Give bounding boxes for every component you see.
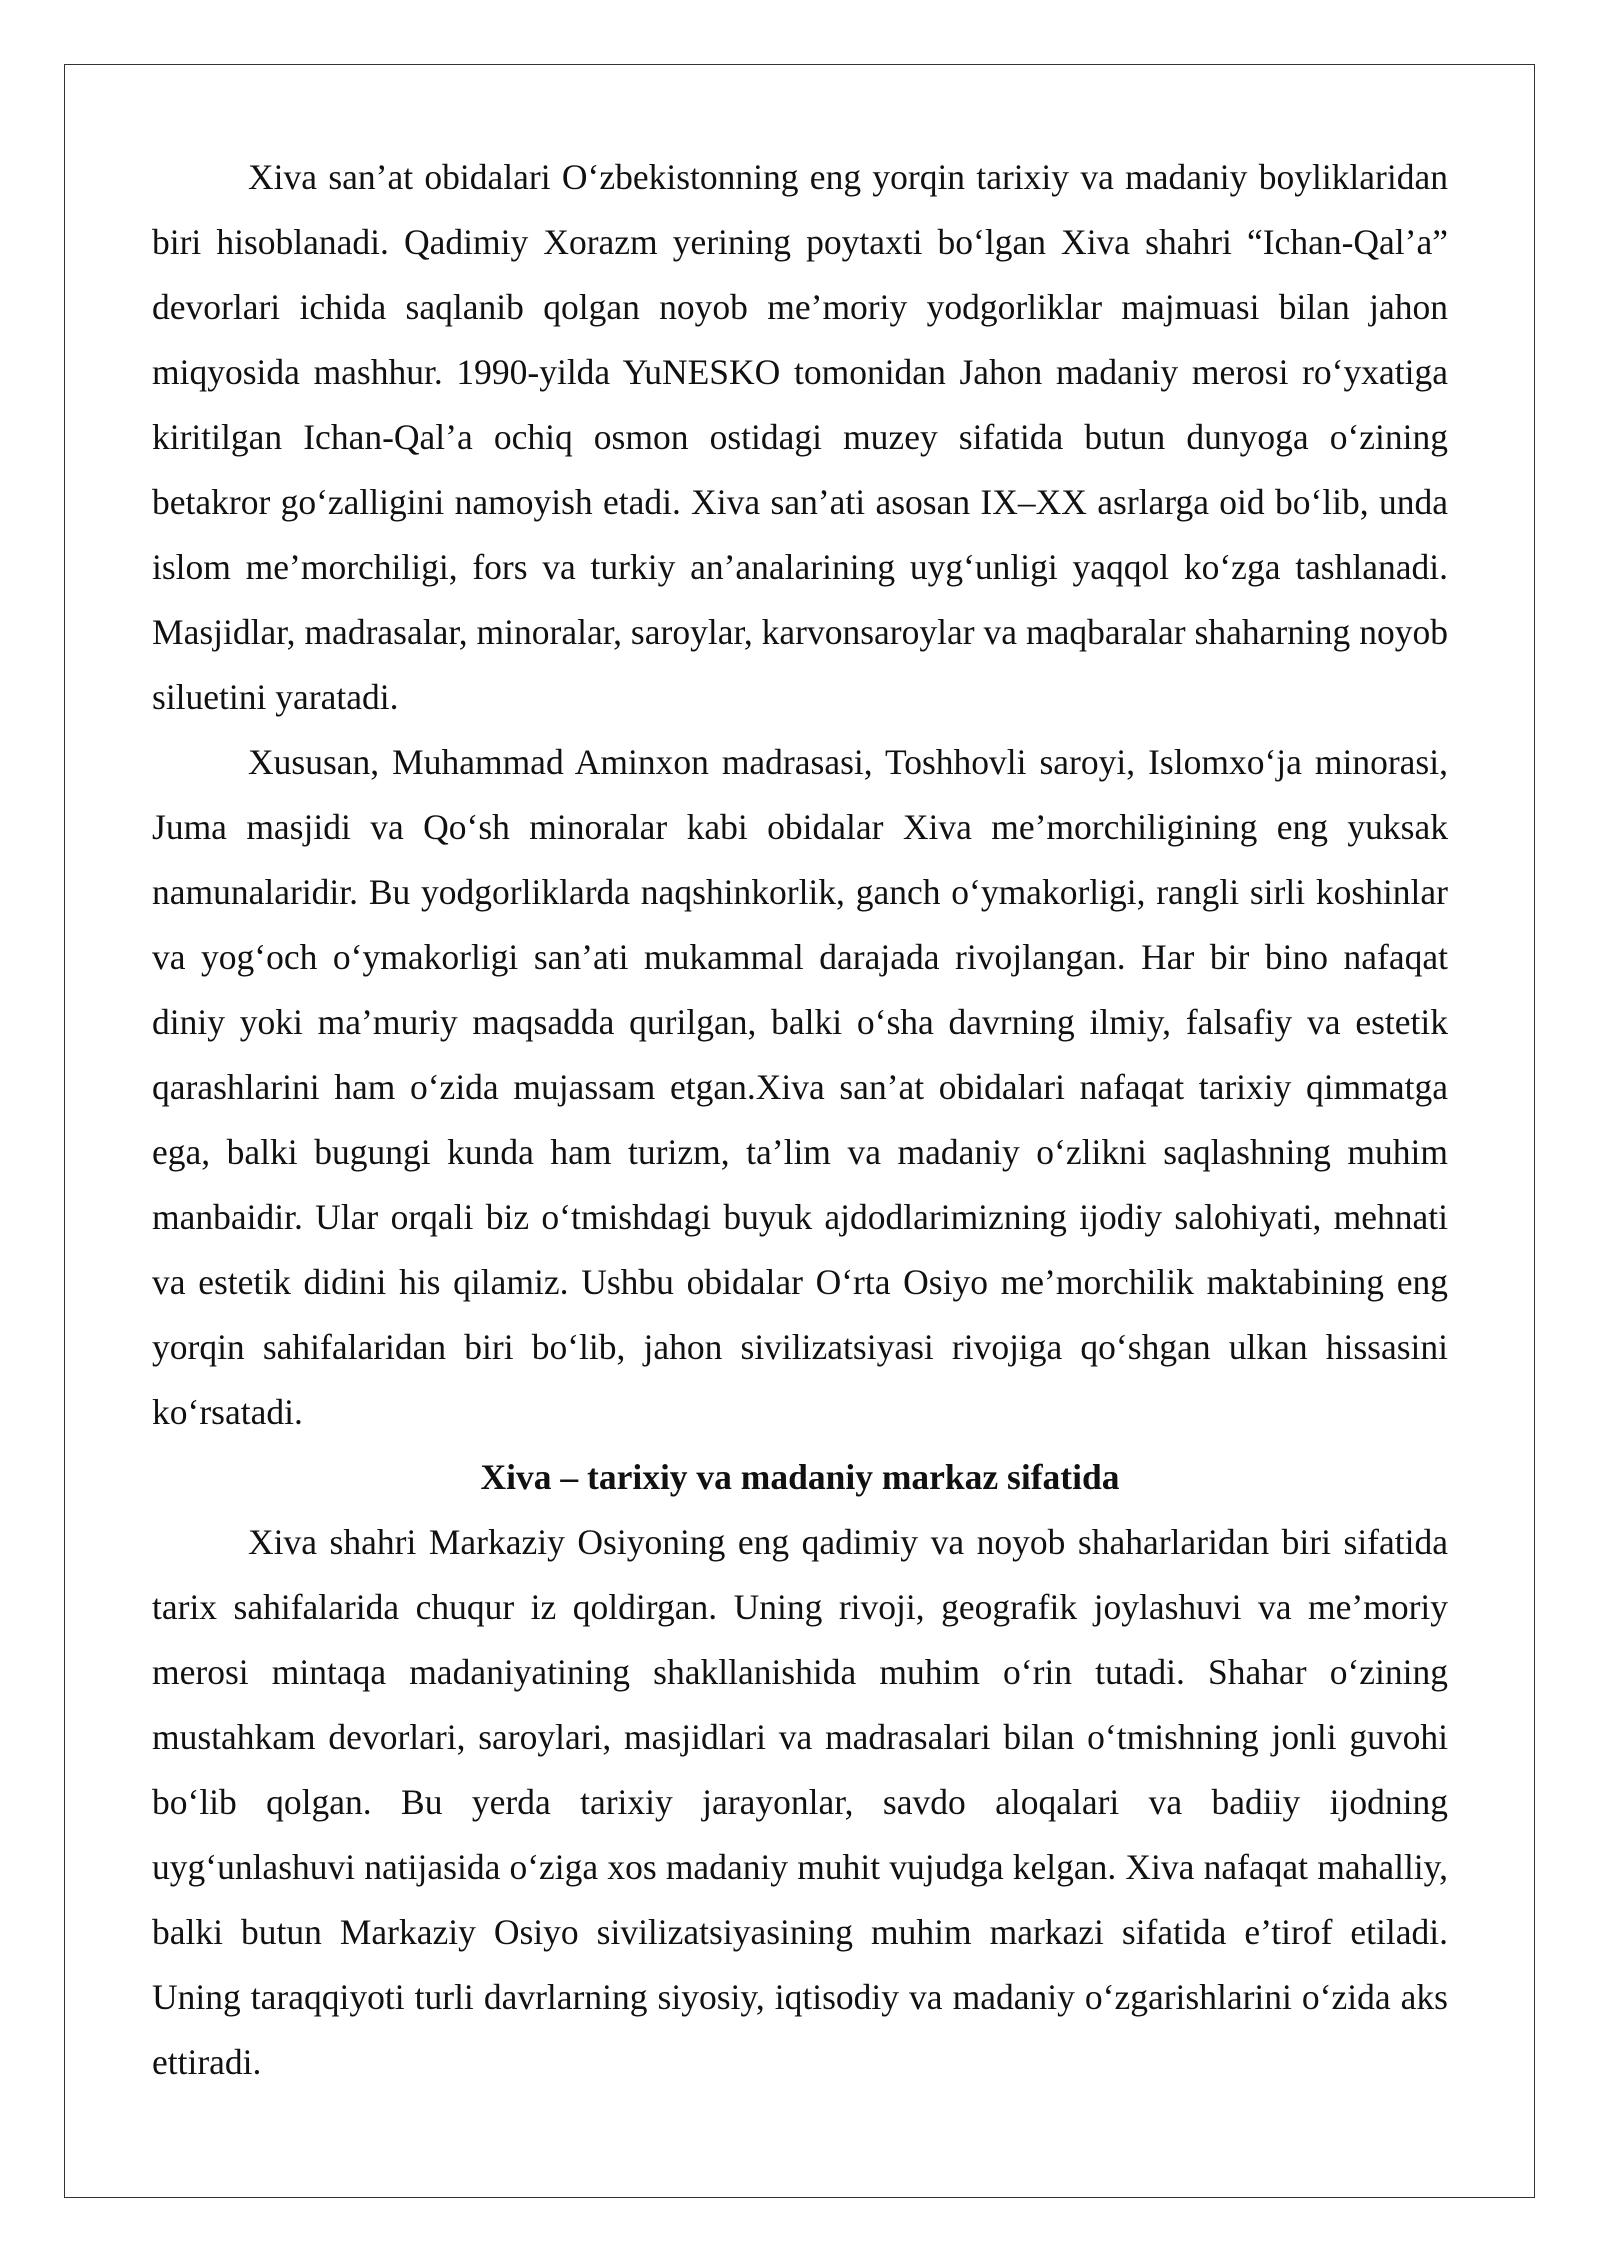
section-heading: Xiva – tarixiy va madaniy markaz sifatida bbox=[480, 1457, 1120, 1497]
document-body bbox=[152, 145, 1448, 2095]
paragraph-monuments: Xususan, Muhammad Aminxon madrasasi, Toshhovli saroyi, Islomxo‘ja minorasi, Juma masjidi va Qo‘sh minoralar kabi obidalar Xiva me’morchiligining eng yuksak namunalaridir. Bu yodgorliklarda naqshinkorlik, ganch o‘ymakorligi, rangli sirli koshinlar va yog‘och o‘ymakorligi san’ati mukammal darajada rivojlangan. Har bir bino nafaqat diniy yoki ma’muriy maqsadda qurilgan, balki o‘sha davrning ilmiy, falsafiy va estetik qarashlarini ham o‘zida mujassam etgan.Xiva san’at obidalari nafaqat tarixiy qimmatga ega, balki bugungi kunda ham turizm, ta’lim va madaniy o‘zlikni saqlashning muhim manbaidir. Ular orqali biz o‘tmishdagi buyuk ajdodlarimizning ijodiy salohiyati, mehnati va estetik didini his qilamiz. Ushbu obidalar O‘rta Osiyo me’morchilik maktabining eng yorqin sahifalaridan biri bo‘lib, jahon sivilizatsiyasi rivojiga qo‘shgan ulkan hissasini ko‘rsatadi. bbox=[152, 742, 1448, 1432]
paragraph-intro: Xiva san’at obidalari O‘zbekistonning eng yorqin tarixiy va madaniy boyliklaridan biri hisoblanadi. Qadimiy Xorazm yerining poytaxti bo‘lgan Xiva shahri “Ichan-Qal’a” devorlari ichida saqlanib qolgan noyob me’moriy yodgorliklar majmuasi bilan jahon miqyosida mashhur. 1990-yilda YuNESKO tomonidan Jahon madaniy merosi ro‘yxatiga kiritilgan Ichan-Qal’a ochiq osmon ostidagi muzey sifatida butun dunyoga o‘zining betakror go‘zalligini namoyish etadi. Xiva san’ati asosan IX–XX asrlarga oid bo‘lib, unda islom me’morchiligi, fors va turkiy an’analarining uyg‘unligi yaqqol ko‘zga tashlanadi. Masjidlar, madrasalar, minoralar, saroylar, karvonsaroylar va maqbaralar shaharning noyob siluetini yaratadi. bbox=[152, 157, 1448, 717]
paragraph-cultural-center: Xiva shahri Markaziy Osiyoning eng qadimiy va noyob shaharlaridan biri sifatida tarix sahifalarida chuqur iz qoldirgan. Uning rivoji, geografik joylashuvi va me’moriy merosi mintaqa madaniyatining shakllanishida muhim o‘rin tutadi. Shahar o‘zining mustahkam devorlari, saroylari, masjidlari va madrasalari bilan o‘tmishning jonli guvohi bo‘lib qolgan. Bu yerda tarixiy jarayonlar, savdo aloqalari va badiiy ijodning uyg‘unlashuvi natijasida o‘ziga xos madaniy muhit vujudga kelgan. Xiva nafaqat mahalliy, balki butun Markaziy Osiyo sivilizatsiyasining muhim markazi sifatida e’tirof etiladi. Uning taraqqiyoti turli davrlarning siyosiy, iqtisodiy va madaniy o‘zgarishlarini o‘zida aks ettiradi. bbox=[152, 1522, 1448, 2082]
